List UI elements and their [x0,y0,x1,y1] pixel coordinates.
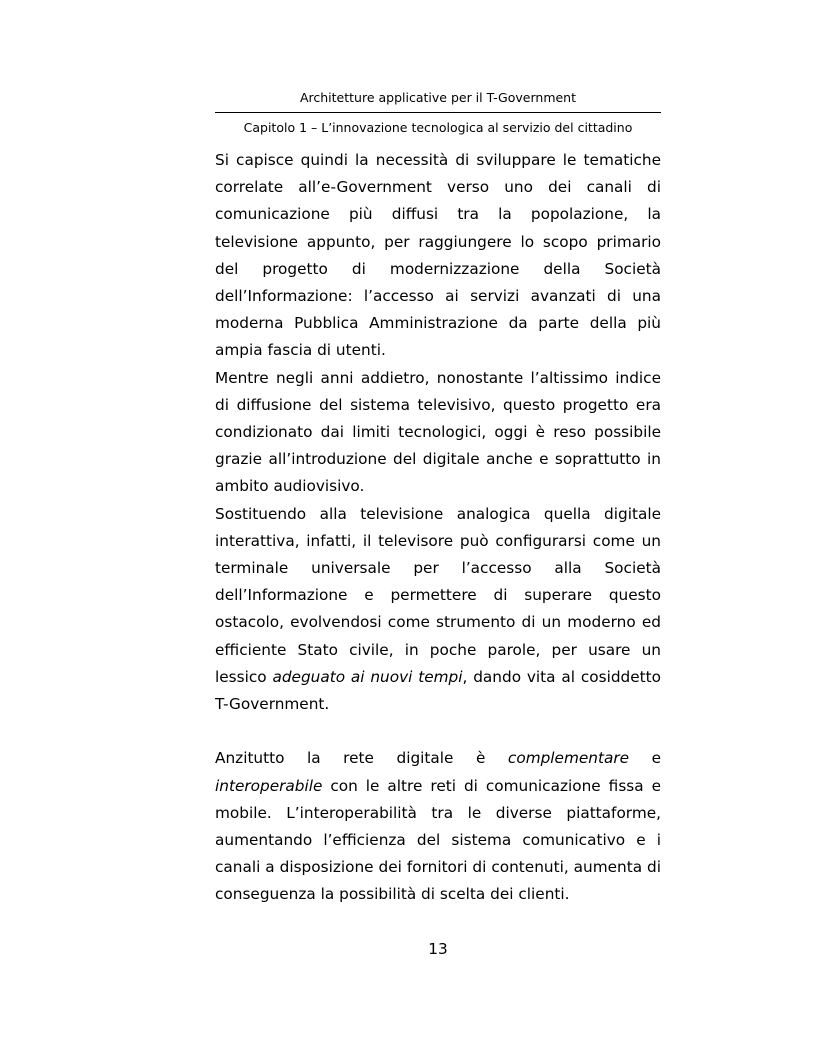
running-header-title: Architetture applicative per il T-Government [299,90,577,105]
page-number: 13 [428,940,448,958]
paragraph-3-text-end: , dando vita al cosiddetto T-Government. [215,667,661,714]
paragraph-4-text-connector: e [629,749,661,768]
running-header-chapter: Capitolo 1 – L’innovazione tecnologica al servizio del cittadino [243,120,633,135]
paragraph-4-emphasis-complementare: complementare [507,749,630,768]
paragraph-2: Mentre negli anni addietro, nonostante l’altissimo indice di diffusione del sistema televisivo, questo progetto era condizionato dai limiti tecnologici, oggi è reso possibile grazie all’introduzione del digitale anche e soprattutto in ambito audiovisivo. [215,368,661,496]
paragraph-1: Si capisce quindi la necessità di sviluppare le tematiche correlate all’e-Government verso uno dei canali di comunicazione più diffusi tra la popolazione, la televisione appunto, per raggiungere lo scopo primario del progetto di modernizzazione della Società dell’Informazione: l’accesso ai servizi avanzati di una moderna Pubblica Amministrazione da parte della più ampia fascia di utenti. [215,151,661,360]
body-text [215,147,661,909]
paragraph-4-emphasis-interoperabile: interoperabile [215,776,323,795]
paragraph-3 [215,501,661,719]
paragraph-4-text-start: Anzitutto la rete digitale è [215,749,508,768]
paragraph-3-text-start: Sostituendo alla televisione analogica quella digitale interattiva, infatti, il televisore può configurarsi come un terminale universale per l’accesso alla Società dell’Informazione e permettere di superare questo ostacolo, evolvendosi come strumento di un moderno ed efficiente Stato civile, in poche parole, per usare un lessico [215,504,661,686]
paragraph-3-emphasis: adeguato ai nuovi tempi [272,667,463,686]
header-divider [215,112,661,113]
paragraph-4-text-end: con le altre reti di comunicazione fissa e mobile. L’interoperabilità tra le diverse piattaforme, aumentando l’efficienza del sistema comunicativo e i canali a disposizione dei fornitori di contenuti, aumenta di conseguenza la possibilità di scelta dei clienti. [215,776,661,904]
paragraph-4 [215,745,661,908]
